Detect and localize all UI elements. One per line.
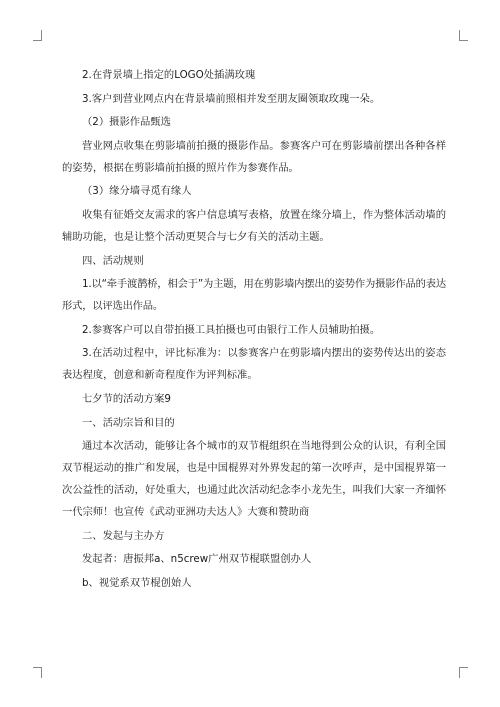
paragraph-purpose: 通过本次活动，能够让各个城市的双节棍组织在当地得到公众的认识，有利全国双节棍运动的推广和发展，也是中国棍界对外界发起的第一次呼声，是中国棍界第一次公益性的活动，好处重大，也通过此次活动纪念李小龙先生，叫我们大家一齐缅怀一代宗师！也宣传《武动亚洲功夫达人》大赛和赞助商 (62, 440, 446, 519)
paragraph-fate-wall: 收集有征婚交友需求的客户信息填写表格，放置在缘分墙上，作为整体活动墙的辅助功能，也是让整个活动更契合与七夕有关的活动主题。 (62, 208, 446, 243)
heading-plan-9: 七夕节的活动方案9 (82, 392, 171, 405)
heading-purpose: 一、活动宗旨和目的 (82, 416, 175, 429)
heading-fate-wall: （3）缘分墙寻觅有缘人 (82, 185, 192, 198)
paragraph-photo-collection: 营业网点收集在剪影墙前拍摄的摄影作品。参赛客户可在剪影墙前摆出各种各样的姿势，根据在剪影墙前拍摄的照片作为参赛作品。 (62, 139, 446, 174)
paragraph-logo-roses: 2.在背景墙上指定的LOGO处插满玫瑰 (82, 69, 256, 81)
heading-activity-rules: 四、活动规则 (82, 254, 144, 267)
crop-mark-top-right (459, 30, 468, 41)
paragraph-initiator: 发起者：唐振邦a、n5crew广州双节棍联盟创办人 (82, 553, 312, 566)
paragraph-rule-2: 2.参赛客户可以自带拍摄工具拍摄也可由银行工作人员辅助拍摄。 (82, 323, 381, 336)
paragraph-photo-share: 3.客户到营业网点内在背景墙前照相并发至朋友圈领取玫瑰一朵。 (82, 92, 381, 105)
paragraph-rule-1: 1.以“牵手渡鹊桥，相会于”为主题，用在剪影墙内摆出的姿势作为摄影作品的表达形式，以评选出作品。 (62, 278, 446, 313)
paragraph-rule-3: 3.在活动过程中，评比标准为：以参赛客户在剪影墙内摆出的姿势传达出的姿态表达程度，创意和新奇程度作为评判标准。 (62, 347, 446, 382)
paragraph-founder: b、视觉系双节棍创始人 (82, 576, 192, 589)
heading-organizers: 二、发起与主办方 (82, 529, 165, 542)
document-body (62, 64, 446, 596)
crop-mark-bottom-right (459, 667, 468, 678)
crop-mark-bottom-left (33, 667, 42, 678)
crop-mark-top-left (33, 30, 42, 41)
heading-photo-selection: （2）摄影作品甄选 (82, 116, 171, 129)
